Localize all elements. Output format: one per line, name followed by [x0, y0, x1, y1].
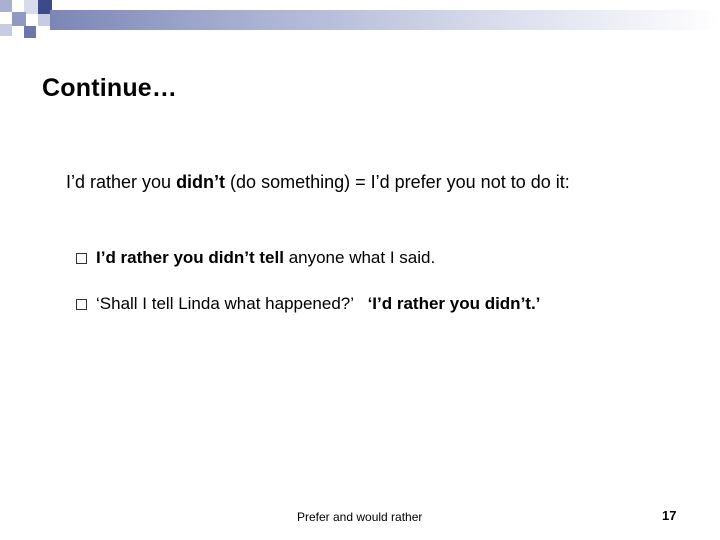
decor-square — [38, 14, 50, 26]
header-decoration — [0, 0, 720, 60]
intro-post: (do something) = I’d prefer you not to do it: — [225, 172, 570, 192]
decor-square — [26, 14, 38, 26]
decor-square — [12, 0, 24, 12]
bullet-bold: ‘I’d rather you didn’t.’ — [367, 294, 541, 313]
intro-pre: I’d rather you — [66, 172, 177, 192]
intro-bold: didn’t — [176, 172, 226, 192]
bullet-text: ‘Shall I tell Linda what happened?’ — [96, 294, 368, 313]
decor-square — [0, 12, 12, 24]
decor-square — [0, 0, 12, 12]
slide-title: Continue… — [42, 74, 178, 102]
slide-footer: Prefer and would rather — [297, 510, 423, 524]
bullet-item — [76, 294, 540, 314]
intro-text — [66, 172, 570, 193]
bullet-bold: I’d rather you didn’t tell — [96, 248, 284, 267]
checkbox-bullet-icon — [76, 253, 87, 264]
bullet-item — [76, 248, 435, 268]
checkbox-bullet-icon — [76, 299, 87, 310]
decor-square — [24, 0, 38, 14]
decor-square — [0, 24, 12, 36]
decor-square — [12, 12, 26, 26]
page-number: 17 — [662, 508, 677, 523]
bullet-text: anyone what I said. — [283, 248, 436, 267]
header-gradient-bar — [50, 10, 720, 30]
decor-square — [24, 26, 36, 38]
